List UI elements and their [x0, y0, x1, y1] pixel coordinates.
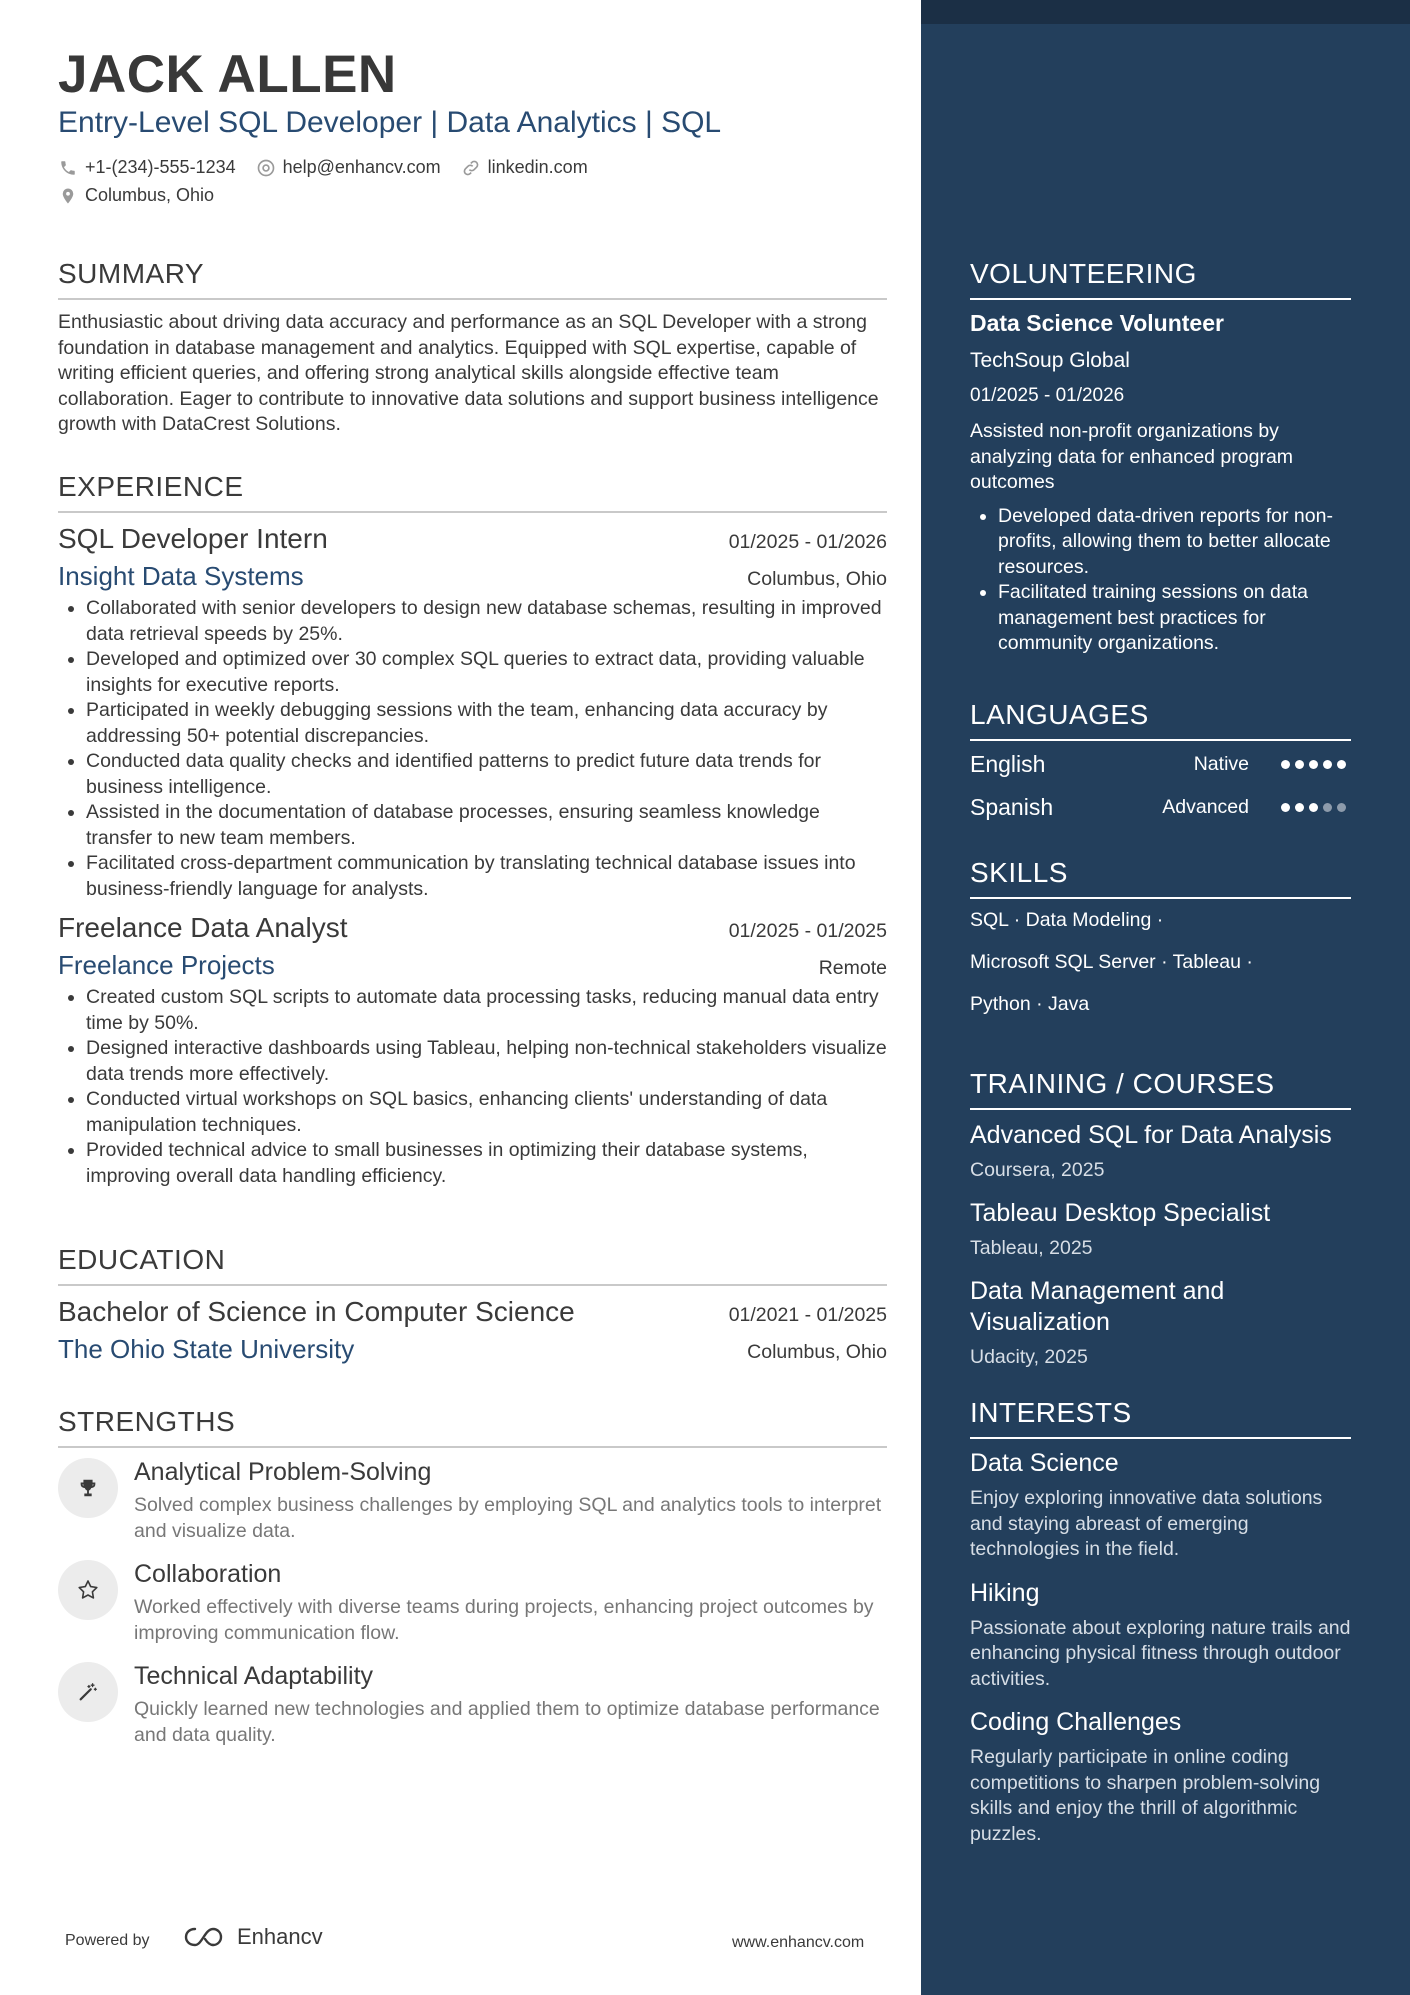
magic-wand-icon	[58, 1662, 118, 1722]
strength-item	[58, 1560, 887, 1646]
education-school: The Ohio State University	[58, 1334, 355, 1364]
interest-title: Data Science	[970, 1449, 1119, 1477]
summary-section	[58, 258, 887, 438]
job-subheader	[58, 950, 887, 981]
job-bullet: • Developed and optimized over 30 complex SQL queries to extract data, providing valuable insights for executive reports.	[86, 647, 887, 698]
job-company: Insight Data Systems	[58, 561, 304, 591]
job-bullets	[58, 985, 887, 1189]
job-header	[58, 912, 887, 944]
phone-text: +1-(234)-555-1234	[85, 157, 236, 177]
job-bullet: • Participated in weekly debugging sessions with the team, enhancing data accuracy by addressing 50+ potential discrepancies.	[86, 698, 887, 749]
linkedin-text[interactable]: linkedin.com	[487, 157, 588, 177]
languages-section	[970, 699, 1351, 837]
language-rating	[1281, 803, 1351, 812]
rating-dot-filled	[1281, 803, 1290, 812]
job-bullet: • Designed interactive dashboards using Tableau, helping non-technical stakeholders visualize data trends more effectively.	[86, 1036, 887, 1087]
candidate-tagline: Entry-Level SQL Developer | Data Analytics | SQL	[58, 106, 722, 139]
job-entry	[58, 912, 887, 1189]
contact-linkedin[interactable]	[461, 157, 588, 178]
training-title: TRAINING / COURSES	[970, 1068, 1351, 1110]
job-bullets	[58, 596, 887, 902]
skills-line: SQL · Data Modeling ·	[970, 909, 1164, 931]
job-subheader	[58, 561, 887, 592]
interest-title: Coding Challenges	[970, 1708, 1182, 1736]
interest-desc: Enjoy exploring innovative data solutions and staying abreast of emerging technologies in the field.	[970, 1487, 1323, 1560]
job-bullet: • Provided technical advice to small businesses in optimizing their database systems, improving overall data handling efficiency.	[86, 1138, 887, 1189]
course-item	[970, 1276, 1351, 1369]
education-title: EDUCATION	[58, 1244, 887, 1286]
language-row	[970, 794, 1351, 821]
volunteer-role: Data Science Volunteer	[970, 310, 1224, 336]
job-location: Remote	[818, 957, 887, 979]
contact-location	[58, 185, 214, 206]
course-meta: Coursera, 2025	[970, 1159, 1105, 1181]
job-bullet: • Facilitated cross-department communication by translating technical database issues into business-friendly language for analysts.	[86, 851, 887, 902]
course-title: Tableau Desktop Specialist	[970, 1199, 1271, 1227]
education-header	[58, 1296, 887, 1328]
strength-desc: Worked effectively with diverse teams during projects, enhancing project outcomes by improving communication flow.	[134, 1596, 874, 1644]
strengths-section	[58, 1406, 887, 1764]
education-location: Columbus, Ohio	[747, 1341, 887, 1363]
job-bullet: • Assisted in the documentation of database processes, ensuring seamless knowledge transfer to new team members.	[86, 800, 887, 851]
job-date: 01/2025 - 01/2026	[728, 531, 887, 553]
contact-row-2	[58, 185, 234, 206]
sidebar-top-bar	[921, 0, 1410, 24]
rating-dot-empty	[1323, 803, 1332, 812]
summary-title: SUMMARY	[58, 258, 887, 300]
language-level: Advanced	[1162, 796, 1249, 818]
location-text: Columbus, Ohio	[85, 185, 215, 205]
course-meta: Udacity, 2025	[970, 1346, 1088, 1368]
job-date: 01/2025 - 01/2025	[728, 920, 887, 942]
job-company: Freelance Projects	[58, 950, 275, 980]
language-name: English	[970, 751, 1046, 777]
interest-item	[970, 1449, 1351, 1563]
contact-row	[58, 157, 608, 178]
rating-dot-filled	[1295, 760, 1304, 769]
footer-url[interactable]: www.enhancv.com	[732, 1934, 865, 1951]
course-title: Advanced SQL for Data Analysis	[970, 1121, 1332, 1149]
trophy-icon	[58, 1458, 118, 1518]
course-item	[970, 1120, 1351, 1182]
star-icon	[58, 1560, 118, 1620]
rating-dot-filled	[1295, 803, 1304, 812]
language-row	[970, 751, 1351, 778]
at-icon	[256, 158, 276, 178]
rating-dot-filled	[1323, 760, 1332, 769]
job-bullet: • Conducted virtual workshops on SQL basics, enhancing clients' understanding of data manipulation techniques.	[86, 1087, 887, 1138]
summary-text: Enthusiastic about driving data accuracy and performance as an SQL Developer with a strong foundation in database management and analytics. Equipped with SQL expertise, capable of writing efficient queries, and offering strong analytical skills alongside effective team collaboration. Eager to contribute to innovative data solutions and support business intelligence growth with DataCrest Solutions.	[58, 311, 879, 435]
skills-section	[970, 857, 1351, 1035]
education-subheader	[58, 1334, 887, 1365]
strength-desc: Quickly learned new technologies and applied them to optimize database performance and data quality.	[134, 1698, 880, 1746]
strength-title: Analytical Problem-Solving	[134, 1458, 432, 1486]
education-date: 01/2021 - 01/2025	[728, 1304, 887, 1326]
rating-dot-filled	[1309, 760, 1318, 769]
job-bullet: • Created custom SQL scripts to automate data processing tasks, reducing manual data entry time by 50%.	[86, 985, 887, 1036]
volunteer-date: 01/2025 - 01/2026	[970, 385, 1125, 406]
enhancv-logo-icon	[183, 1925, 229, 1949]
footer-brand: Enhancv	[237, 1924, 323, 1949]
link-icon	[461, 158, 481, 178]
candidate-name: JACK ALLEN	[58, 45, 397, 104]
volunteering-section	[970, 258, 1351, 657]
language-rating	[1281, 760, 1351, 769]
course-title: Data Management and Visualization	[970, 1277, 1225, 1336]
course-item	[970, 1198, 1351, 1260]
course-meta: Tableau, 2025	[970, 1237, 1093, 1259]
skills-title: SKILLS	[970, 857, 1351, 899]
strength-item	[58, 1458, 887, 1544]
email-text[interactable]: help@enhancv.com	[282, 157, 441, 177]
rating-dot-filled	[1309, 803, 1318, 812]
language-level: Native	[1193, 753, 1249, 775]
volunteer-bullet: • Developed data-driven reports for non-profits, allowing them to better allocate resources.	[998, 504, 1351, 581]
interest-title: Hiking	[970, 1578, 1040, 1607]
interest-item	[970, 1579, 1351, 1693]
job-bullet: • Conducted data quality checks and identified patterns to predict future data trends for business intelligence.	[86, 749, 887, 800]
interest-item	[970, 1708, 1351, 1847]
phone-icon	[58, 158, 78, 178]
job-location: Columbus, Ohio	[747, 568, 887, 590]
strength-title: Technical Adaptability	[134, 1662, 374, 1690]
education-section	[58, 1244, 887, 1365]
interests-section	[970, 1397, 1351, 1863]
rating-dot-empty	[1337, 803, 1346, 812]
volunteering-title: VOLUNTEERING	[970, 258, 1351, 300]
skills-line: Python · Java	[970, 993, 1090, 1015]
contact-phone	[58, 157, 236, 178]
strength-desc: Solved complex business challenges by employing SQL and analytics tools to interpret and visualize data.	[134, 1494, 882, 1542]
location-pin-icon	[58, 186, 78, 206]
language-name: Spanish	[970, 794, 1054, 820]
footer-powered-by: Powered by	[65, 1932, 150, 1949]
education-degree: Bachelor of Science in Computer Science	[58, 1296, 575, 1327]
job-title: SQL Developer Intern	[58, 523, 328, 554]
volunteer-org: TechSoup Global	[970, 349, 1130, 372]
interest-desc: Regularly participate in online coding competitions to sharpen problem-solving skills and enjoy the thrill of algorithmic puzzles.	[970, 1746, 1321, 1845]
experience-section	[58, 471, 887, 1189]
training-section	[970, 1068, 1351, 1385]
job-title: Freelance Data Analyst	[58, 912, 348, 943]
footer-logo[interactable]	[183, 1924, 323, 1950]
rating-dot-filled	[1281, 760, 1290, 769]
volunteer-bullet: • Facilitated training sessions on data management best practices for community organizations.	[998, 580, 1351, 657]
skills-line: Microsoft SQL Server · Tableau ·	[970, 951, 1253, 973]
job-entry	[58, 523, 887, 902]
interest-desc: Passionate about exploring nature trails and enhancing physical fitness through outdoor activities.	[970, 1616, 1351, 1690]
strength-item	[58, 1662, 887, 1748]
volunteer-desc: Assisted non-profit organizations by analyzing data for enhanced program outcomes	[970, 420, 1294, 493]
languages-title: LANGUAGES	[970, 699, 1351, 741]
rating-dot-filled	[1337, 760, 1346, 769]
volunteer-bullets	[970, 504, 1351, 657]
strengths-title: STRENGTHS	[58, 1406, 887, 1448]
strength-title: Collaboration	[134, 1560, 282, 1588]
interests-title: INTERESTS	[970, 1397, 1351, 1439]
contact-email[interactable]	[256, 157, 441, 178]
job-header	[58, 523, 887, 555]
experience-title: EXPERIENCE	[58, 471, 887, 513]
job-bullet: • Collaborated with senior developers to design new database schemas, resulting in improved data retrieval speeds by 25%.	[86, 596, 887, 647]
